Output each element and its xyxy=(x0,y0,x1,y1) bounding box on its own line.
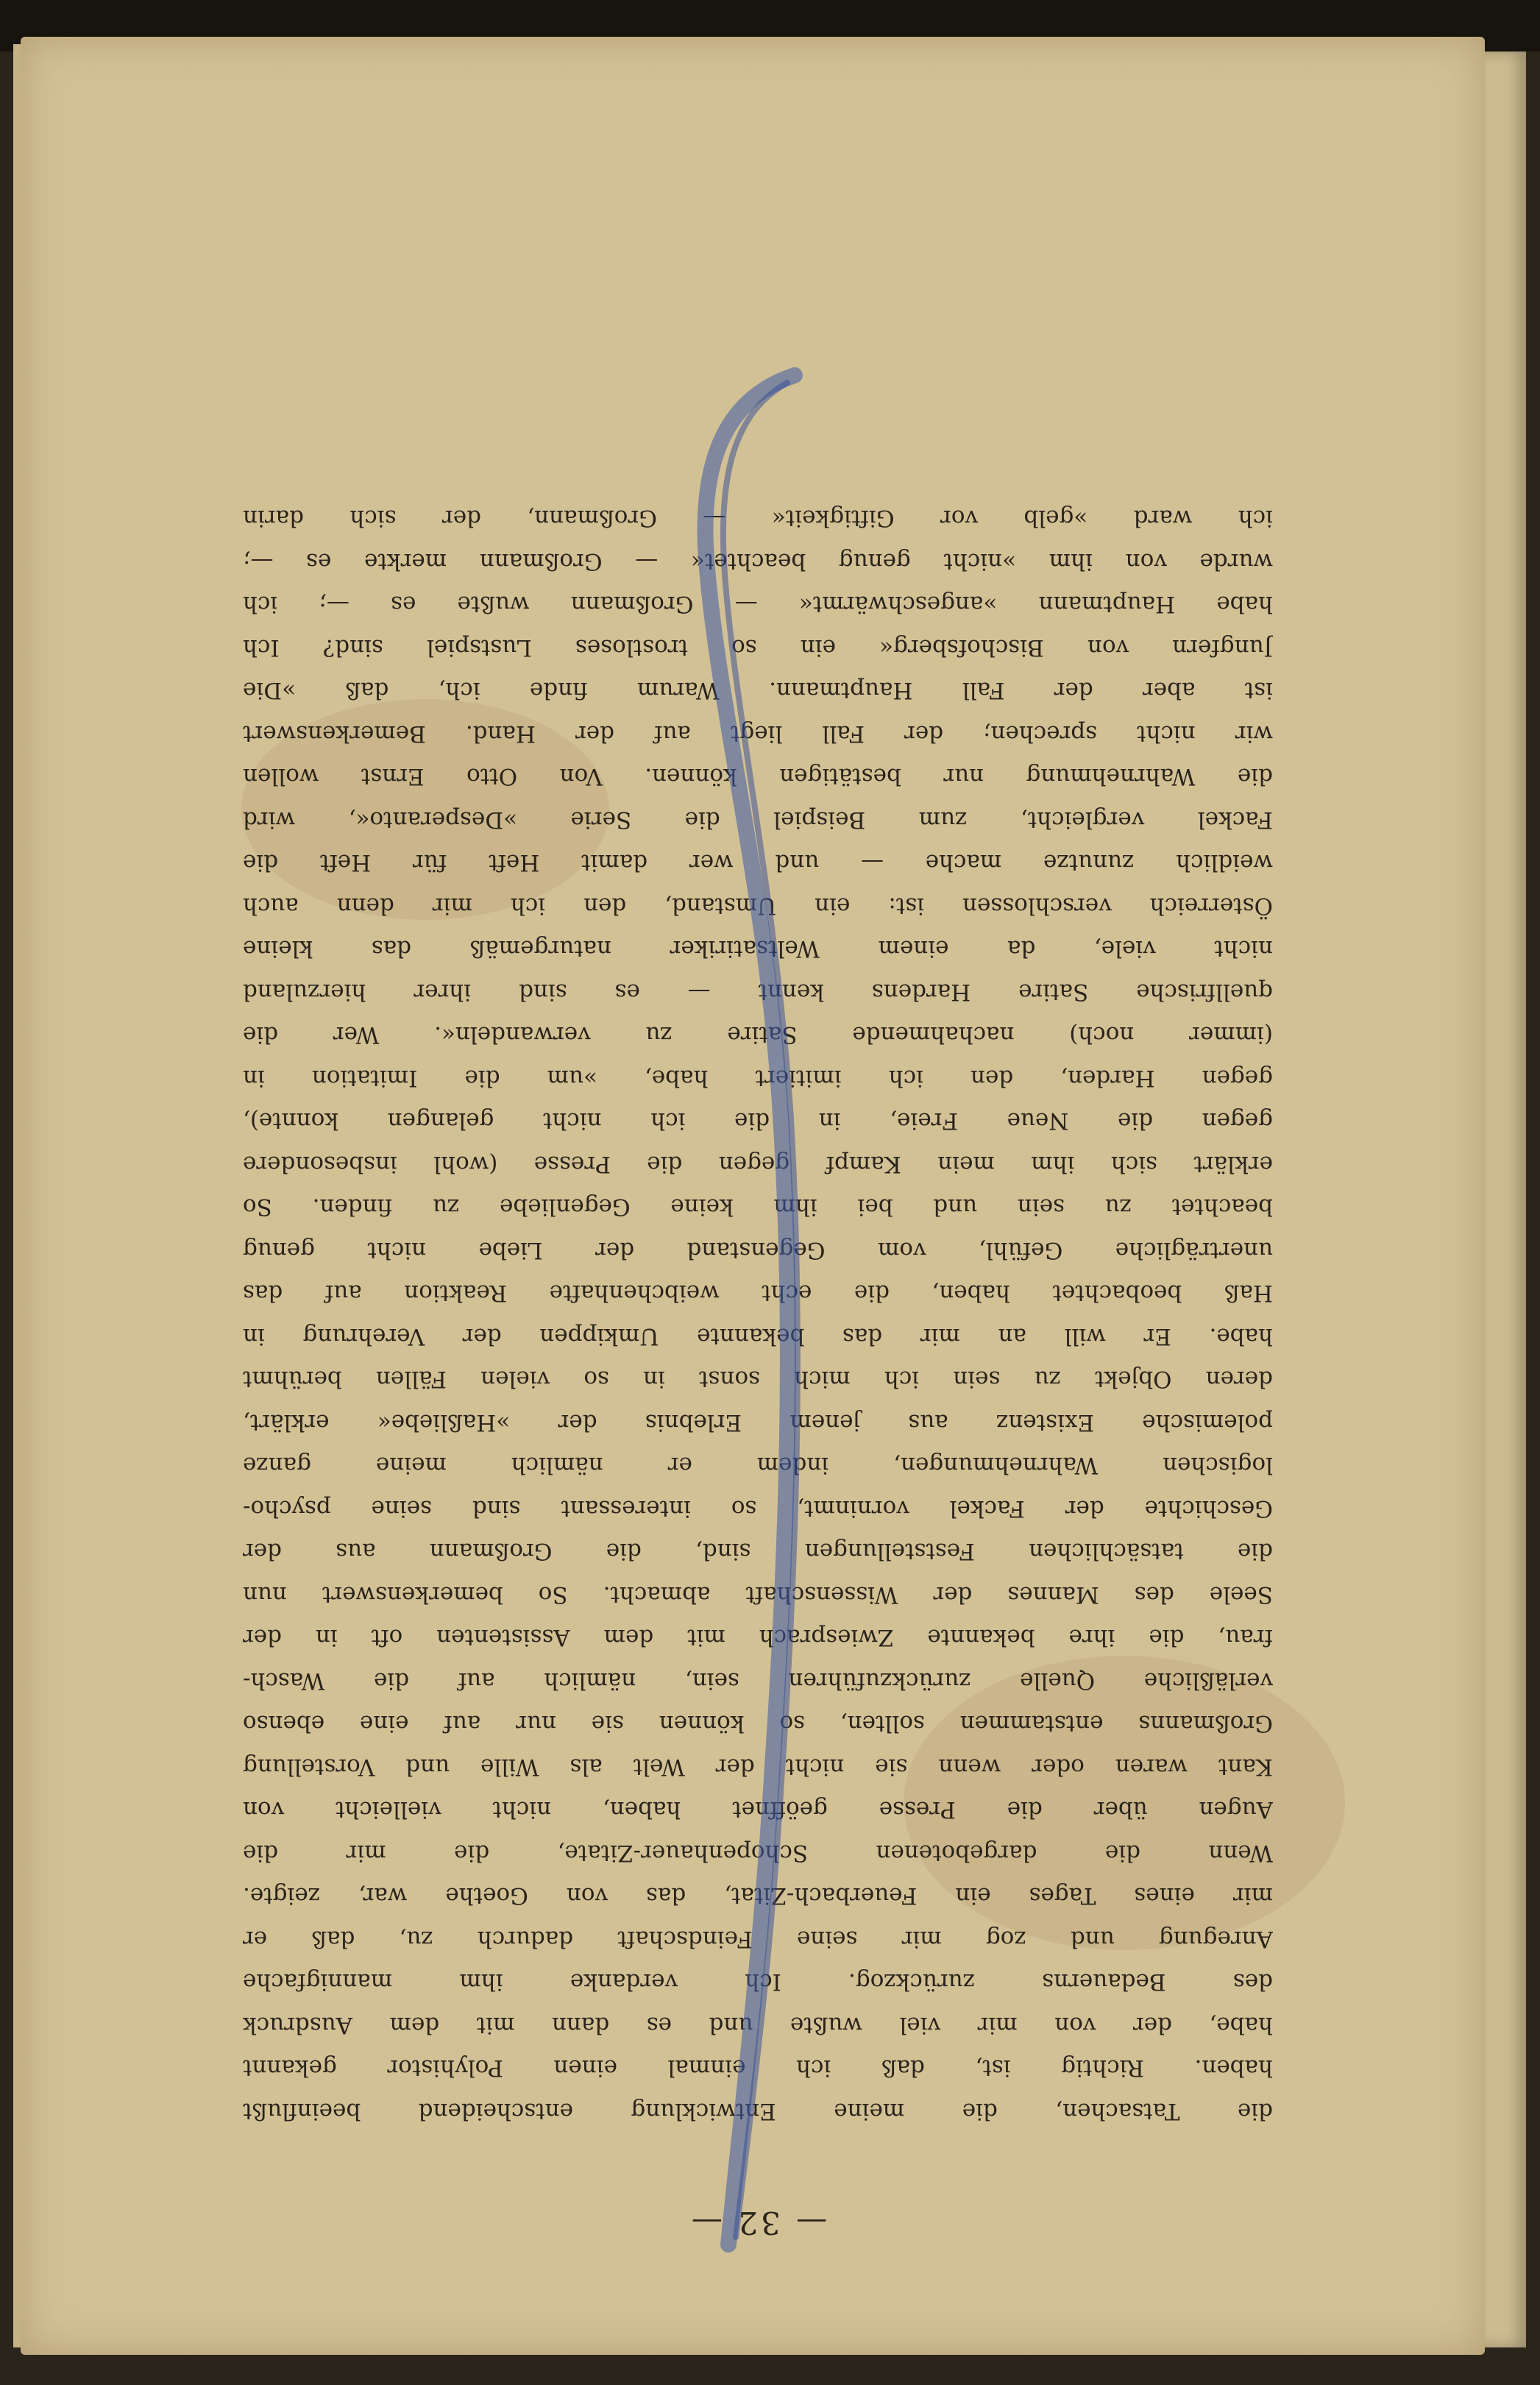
text-line: habe. Er will an mir das bekannte Umkippen der Verehrung in xyxy=(243,1323,1273,1350)
text-line: gegen Harden, den ich imitiert habe, »um die Imitation in xyxy=(243,1065,1273,1091)
adjacent-page-edge xyxy=(1479,52,1526,2347)
text-line: logischen Wahrnehmungen, indem er nämlich meine ganze xyxy=(243,1452,1273,1479)
text-line: beachtet zu sein und bei ihm keine Gegenliebe zu finden. So xyxy=(243,1194,1273,1221)
page-content-upside-down xyxy=(243,375,1273,2244)
text-line: unerträgliche Gefühl, vom Gegenstand der Liebe nicht genug xyxy=(243,1237,1273,1264)
text-body xyxy=(243,497,1273,2133)
text-line: erklärt sich ihm mein Kampf gegen die Presse (wohl insbesondere xyxy=(243,1151,1273,1177)
text-line: frau, die ihre bekannte Zwiesprach mit dem Assistenten oft in der xyxy=(243,1624,1273,1651)
text-line: Jungfern von Bischofsberg« ein so trostloses Lustspiel sind? Ich xyxy=(243,634,1273,661)
text-line: ich ward »gelb vor Giftigkeit« — Großmann, der sich darin xyxy=(243,505,1273,532)
text-line: weidlich zunutze mache — und wer damit Heft für Heft die xyxy=(243,849,1273,876)
text-line: des Bedauerns zurückzog. Ich verdanke ihm mannigfache xyxy=(243,1968,1273,1996)
text-line: die Tatsachen, die meine Entwicklung entscheidend beeinflußt xyxy=(243,2098,1273,2124)
text-line: die tatsächlichen Feststellungen sind, die Großmann aus der xyxy=(243,1538,1273,1565)
text-line: Kant waren oder wenn sie nicht der Welt als Wille und Vorstellung xyxy=(243,1754,1273,1780)
text-line: mir eines Tages ein Feuerbach-Zitat, das von Goethe war, zeigte. xyxy=(243,1882,1273,1910)
text-line: haben. Richtig ist, daß ich einmal einen Polyhistor gekannt xyxy=(243,2055,1273,2082)
text-line: deren Objekt zu sein ich mich sonst in so vielen Fällen berühmt xyxy=(243,1366,1273,1393)
text-line: verläßliche Quelle zurückzuführen sein, nämlich auf die Wasch- xyxy=(243,1668,1273,1694)
text-line: nicht viele, da einem Weltsatiriker naturgemäß das kleine xyxy=(243,935,1273,963)
text-line: Geschichte der Fackel vorninmt, so interessant sind seine psycho- xyxy=(243,1495,1273,1522)
text-line: Haß beobachtet haben, die echt weibchenhafte Reaktion auf das xyxy=(243,1280,1273,1307)
text-line: Fackel vergleicht, zum Beispiel die Serie »Desperanto«, wird xyxy=(243,807,1273,833)
text-line: Österreich verschlossen ist: ein Umstand, den ich mir denn auch xyxy=(243,893,1273,919)
page-number: — 32 — xyxy=(688,2205,828,2241)
text-line: ist aber der Fall Hauptmann. Warum finde ich, daß »Die xyxy=(243,677,1273,704)
text-line: Seele des Mannes der Wissenschaft abmacht. So bemerkenswert nun xyxy=(243,1581,1273,1608)
text-line: quellfrische Satire Hardens kennt — es sind ihrer hierzuland xyxy=(243,979,1273,1005)
text-line: die Wahrnehmung nur bestätigen können. Von Otto Ernst wollen xyxy=(243,763,1273,790)
text-line: Großmanns entstammen sollten, so können sie nur auf eine ebenso xyxy=(243,1710,1273,1737)
text-line: Wenn die dargebotenen Schopenhauer-Zitate, die mir die xyxy=(243,1840,1273,1866)
text-line: wurde von ihm »nicht genug beachtet« — Großmann merkte es —; xyxy=(243,548,1273,575)
text-line: (immer noch) nachahmende Satire zu verwandeln«. Wer die xyxy=(243,1021,1273,1049)
text-line: habe Hauptmann »angeschwärmt« — Großmann wußte es —; ich xyxy=(243,591,1273,618)
text-line: Augen über die Presse geöffnet haben, nicht vielleicht von xyxy=(243,1796,1273,1824)
text-line: gegen die Neue Freie, in die ich nicht gelangen konnte), xyxy=(243,1108,1273,1135)
text-line: polemische Existenz aus jenem Erlebnis der »Haßliebe« erklärt, xyxy=(243,1409,1273,1436)
text-line: habe, der von mir viel wußte und es dann mit dem Ausdruck xyxy=(243,2012,1273,2038)
text-line: Anregung und zog mir seine Feindschaft dadurch zu, daß er xyxy=(243,1926,1273,1952)
text-line: wir nicht sprechen; der Fall liegt auf der Hand. Bemerkenswert xyxy=(243,720,1273,747)
